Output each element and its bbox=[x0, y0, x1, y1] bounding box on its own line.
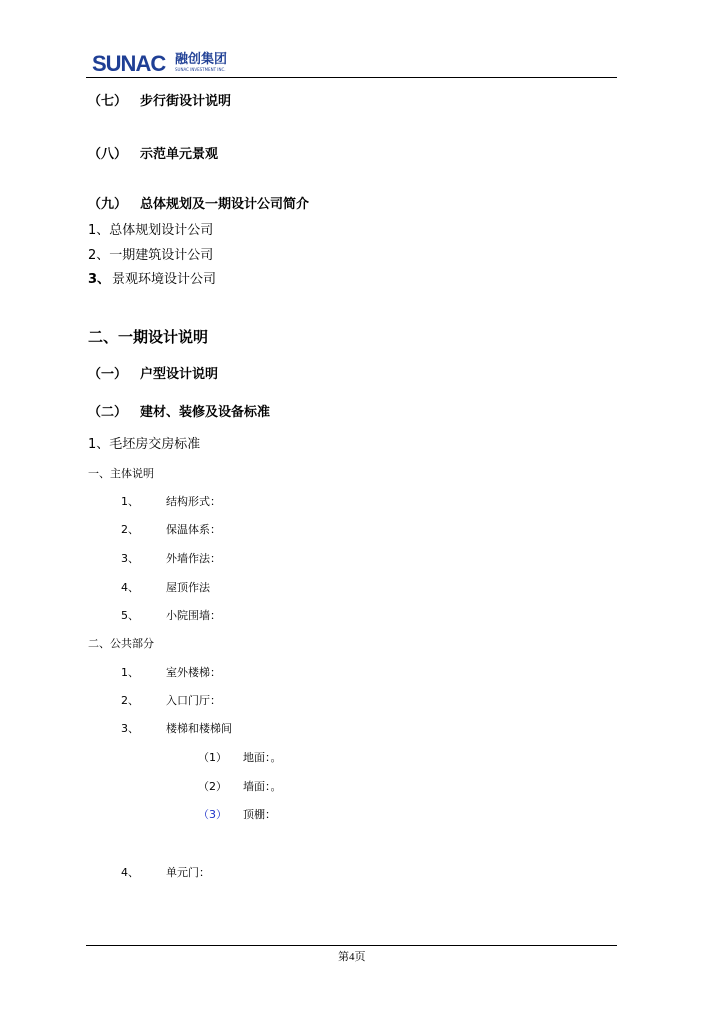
subsection-heading-2 bbox=[88, 404, 270, 422]
list-item-number: 1、 bbox=[88, 223, 110, 238]
subsection-heading-1 bbox=[88, 366, 218, 384]
header-rule bbox=[86, 77, 617, 78]
list-item bbox=[121, 580, 210, 595]
section-number: （八） bbox=[88, 147, 128, 162]
list-item bbox=[121, 494, 221, 509]
subsection-title: 建材、装修及设备标准 bbox=[140, 405, 271, 420]
list-item-number: 4、 bbox=[121, 866, 139, 879]
section-heading-7 bbox=[88, 93, 231, 111]
sub-list-item-number: （1） bbox=[198, 751, 227, 764]
list-item-text: 景观环境设计公司 bbox=[112, 272, 217, 287]
chapter-heading: 二、一期设计说明 bbox=[88, 328, 209, 346]
sub-list-item-text: 顶棚： bbox=[243, 808, 276, 821]
list-item-text: 入口门厅： bbox=[166, 694, 221, 707]
item-heading: 1、毛坯房交房标准 bbox=[88, 437, 201, 452]
list-item-text: 单元门： bbox=[166, 866, 210, 879]
list-item-number: 4、 bbox=[121, 581, 139, 594]
list-item-number: 2、 bbox=[88, 248, 110, 263]
sub-list-item-text: 墙面：。 bbox=[243, 780, 282, 793]
list-item-text: 保温体系： bbox=[166, 523, 221, 536]
logo-english-name: SUNAC INVESTMENT INC. bbox=[175, 67, 226, 72]
list-item bbox=[121, 865, 210, 880]
section-title: 步行街设计说明 bbox=[140, 94, 232, 109]
list-item-number: 3、 bbox=[121, 552, 139, 565]
part-heading: 一、主体说明 bbox=[88, 467, 154, 480]
sub-list-item-number: （3） bbox=[198, 808, 227, 821]
sub-list-item-number: （2） bbox=[198, 780, 227, 793]
section-heading-8 bbox=[88, 146, 218, 164]
list-item-text: 屋顶作法 bbox=[166, 581, 210, 594]
sub-list-item-text: 地面：。 bbox=[243, 751, 282, 764]
subsection-number: （二） bbox=[88, 405, 128, 420]
list-item bbox=[121, 608, 221, 623]
list-item bbox=[121, 551, 221, 566]
section-heading-9 bbox=[88, 196, 309, 214]
list-item-text: 外墙作法： bbox=[166, 552, 221, 565]
sub-list-item bbox=[198, 807, 276, 822]
sub-list-item bbox=[198, 750, 282, 765]
list-item-number: 3、 bbox=[121, 722, 139, 735]
list-item-text: 结构形式： bbox=[166, 495, 221, 508]
list-item-text: 室外楼梯： bbox=[166, 666, 221, 679]
list-item-number: 1、 bbox=[121, 666, 139, 679]
part-heading: 二、公共部分 bbox=[88, 637, 154, 650]
page-number: 第4页 bbox=[338, 951, 366, 963]
list-item bbox=[88, 222, 213, 240]
list-item bbox=[121, 665, 221, 680]
section-title: 示范单元景观 bbox=[140, 147, 219, 162]
sub-list-item bbox=[198, 779, 282, 794]
logo-wordmark: SUNAC bbox=[92, 51, 166, 76]
list-item bbox=[88, 271, 216, 289]
list-item bbox=[88, 247, 213, 265]
list-item-number: 1、 bbox=[121, 495, 139, 508]
subsection-number: （一） bbox=[88, 367, 128, 382]
section-title: 总体规划及一期设计公司简介 bbox=[140, 197, 310, 212]
subsection-title: 户型设计说明 bbox=[140, 367, 219, 382]
list-item-text: 总体规划设计公司 bbox=[109, 223, 214, 238]
section-number: （七） bbox=[88, 94, 128, 109]
list-item bbox=[121, 721, 232, 736]
section-number: （九） bbox=[88, 197, 128, 212]
list-item-text: 楼梯和楼梯间 bbox=[166, 722, 232, 735]
logo-chinese-name: 融创集团 bbox=[175, 52, 228, 67]
list-item-text: 一期建筑设计公司 bbox=[109, 248, 214, 263]
footer-rule bbox=[86, 945, 617, 946]
list-item bbox=[121, 693, 221, 708]
list-item bbox=[121, 522, 221, 537]
list-item-number: 3、 bbox=[88, 272, 111, 287]
list-item-text: 小院围墙： bbox=[166, 609, 221, 622]
list-item-number: 2、 bbox=[121, 523, 139, 536]
list-item-number: 5、 bbox=[121, 609, 139, 622]
list-item-number: 2、 bbox=[121, 694, 139, 707]
